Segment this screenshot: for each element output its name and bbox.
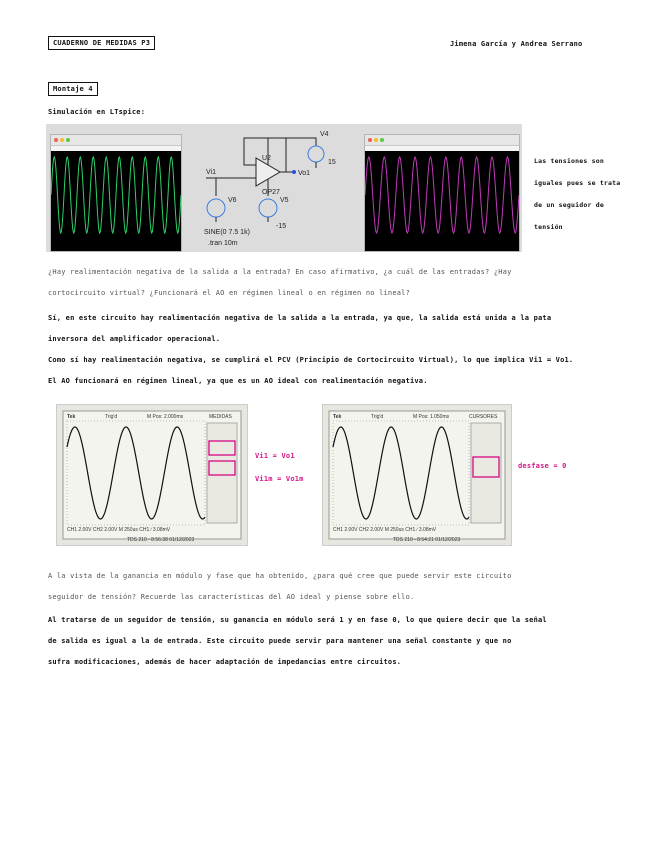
side-note [534,150,649,238]
questions-block-2 [48,566,644,608]
side-note-line: de un seguidor de [534,201,604,209]
vi1-label: Vi1 [206,169,216,176]
output-waveform [365,151,519,239]
output-waveform-window [364,134,520,252]
annotation-equal-voltages: Vi1 = Vo1 [255,452,295,460]
scope-menu: CURSORES [469,414,498,420]
v5-label: V5 [280,197,289,204]
u2-label: U2 [262,155,271,162]
authors: Jimena García y Andrea Serrano [450,40,583,48]
answer-line: de salida es igual a la de entrada. Este circuito puede servir para mantener una señal constante y que no [48,637,512,645]
opamp-label: OP27 [262,189,280,196]
scope-trig: Trig'd [105,414,118,420]
answer-block-2 [48,610,644,673]
tran-command-label: .tran 10m [208,240,238,247]
oscilloscope-photo-right [322,404,512,546]
input-waveform [51,151,181,239]
scope-brand: Tek [333,414,342,420]
scope-footer: CH1 2.00V CH2 2.00V M 250us CH1 ∕ 3.08mV [333,527,437,533]
input-waveform-window [50,134,182,252]
oscilloscope-screen-right [323,405,511,545]
answer-line: Como sí hay realimentación negativa, se cumplirá el PCV (Principio de Cortocircuito Virtual), lo que implica Vi1 = Vo1. [48,356,574,364]
v5-value-label: -15 [276,223,287,230]
answer-line: Al tratarse de un seguidor de tensión, su ganancia en módulo será 1 y en fase 0, lo que quiere decir que la señal [48,616,547,624]
section-title: Montaje 4 [48,82,98,96]
annotation-phase-shift: desfase = 0 [518,462,567,470]
scope-mpos: M Pos: 1.050ms [413,414,450,420]
question-line: ¿Hay realimentación negativa de la salida a la entrada? En caso afirmativo, ¿a cuál de las entradas? ¿Hay [48,268,512,276]
sine-source-label: SINE(0 7.5 1k) [204,229,250,236]
annotation-equal-amplitudes: Vi1m = Vo1m [255,475,304,483]
circuit-schematic [186,124,364,252]
answer-line: sufra modificaciones, además de hacer adaptación de impedancias entre circuitos. [48,658,402,666]
answer-line: inversora del amplificador operacional. [48,335,221,343]
scope-footer: CH1 2.00V CH2 2.00V M 250us CH1 ∕ 3.08mV [67,527,171,533]
answer-block-1 [48,308,644,392]
scope-caption: TDS 210 - 8:54:21 01/12/2023 [393,537,461,543]
scope-caption: TDS 210 - 8:56:38 01/12/2023 [127,537,195,543]
ltspice-simulation [46,124,522,252]
answer-line: El AO funcionará en régimen lineal, ya que es un AO ideal con realimentación negativa. [48,377,428,385]
scope-trig: Trig'd [371,414,384,420]
scope-menu: MEDIDAS [209,414,232,420]
question-line: seguidor de tensión? Recuerde las características del AO ideal y piense sobre ello. [48,593,415,601]
question-line: A la vista de la ganancia en módulo y fase que ha obtenido, ¿para qué cree que puede servir este circuito [48,572,512,580]
v4-value-label: 15 [328,159,336,166]
vo1-label: Vo1 [298,170,311,177]
sim-label: Simulación en LTspice: [48,108,146,116]
scope-mpos: M Pos: 2.000ms [147,414,184,420]
questions-block-1 [48,262,644,304]
side-note-line: Las tensiones son [534,157,604,165]
v6-label: V6 [228,197,237,204]
oscilloscope-screen-left [57,405,247,545]
scope-brand: Tek [67,414,76,420]
side-note-line: iguales pues se trata [534,179,621,187]
question-line: cortocircuito virtual? ¿Funcionará el AO en régimen lineal o en régimen no lineal? [48,289,410,297]
oscilloscope-photo-left [56,404,248,546]
doc-title: CUADERNO DE MEDIDAS P3 [48,36,155,50]
answer-line: Sí, en este circuito hay realimentación negativa de la salida a la entrada, ya que, la salida está unida a la pata [48,314,552,322]
v4-label: V4 [320,131,329,138]
side-note-line: tensión [534,223,563,231]
